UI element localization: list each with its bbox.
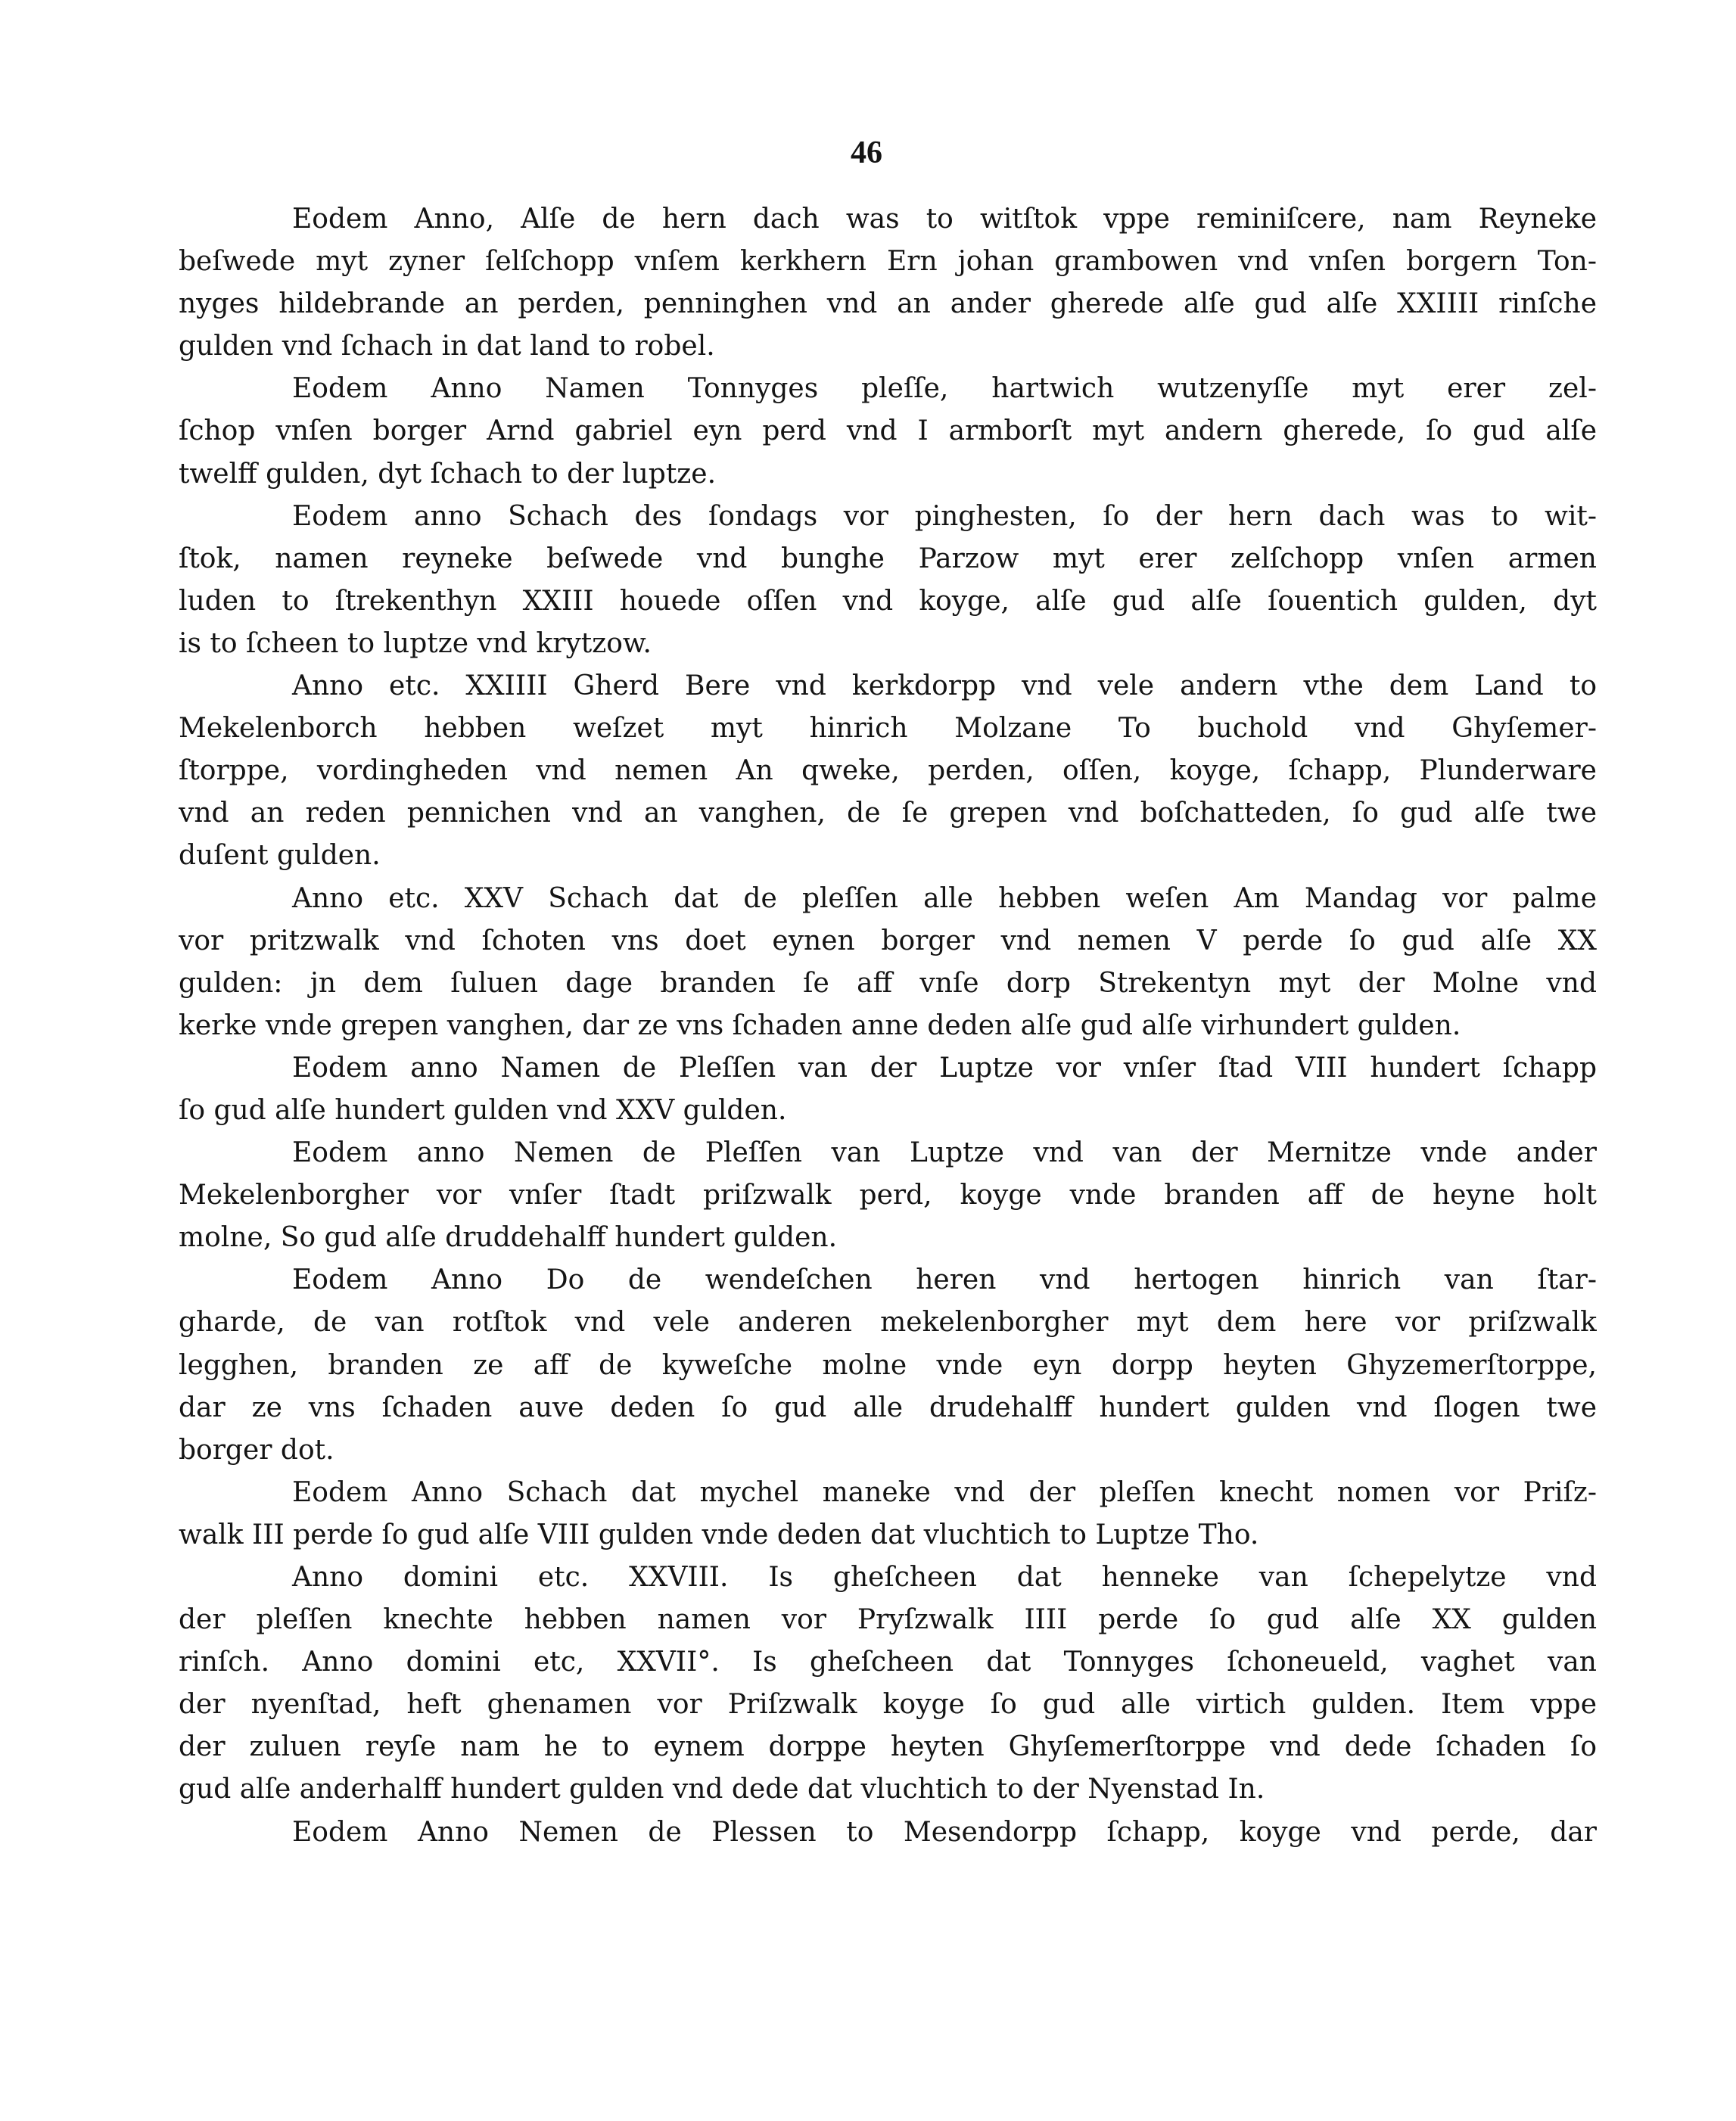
- page-number: 46: [851, 135, 882, 170]
- text-line: twelff gulden, dyt ſchach to der luptze.: [179, 458, 717, 490]
- text-line: luden to ſtrekenthyn XXIII houede oſſen vnd koyge, alſe gud alſe ſouentich gulden, dyt: [179, 585, 1597, 617]
- text-line: duſent gulden.: [179, 840, 381, 872]
- text-line: Mekelenborgher vor vnſer ſtadt priſzwalk perd, koyge vnde branden aff de heyne holt: [179, 1180, 1597, 1211]
- text-line: gulden: jn dem ſuluen dage branden ſe aff vnſe dorp Strekentyn myt der Molne vnd: [179, 967, 1597, 999]
- text-line: der pleſſen knechte hebben namen vor Pryſzwalk IIII perde ſo gud alſe XX gulden: [179, 1604, 1597, 1636]
- text-line: dar ze vns ſchaden auve deden ſo gud alle drudehalff hundert gulden vnd ſlogen twe: [179, 1392, 1597, 1423]
- text-line: borger dot.: [179, 1434, 334, 1466]
- text-line: Eodem Anno Do de wendeſchen heren vnd hertogen hinrich van ſtar-: [292, 1264, 1597, 1296]
- text-line: Mekelenborch hebben weſzet myt hinrich Molzane To buchold vnd Ghyſemer-: [179, 713, 1597, 745]
- text-line: Eodem anno Schach des ſondags vor pinghesten, ſo der hern dach was to wit-: [292, 500, 1597, 532]
- text-line: vnd an reden pennichen vnd an vanghen, de ſe grepen vnd boſchatteden, ſo gud alſe twe: [179, 798, 1597, 829]
- text-line: ſtok, namen reyneke beſwede vnd bunghe Parzow myt erer zelſchopp vnſen armen: [179, 543, 1597, 574]
- text-line: legghen, branden ze aff de kyweſche molne vnde eyn dorpp heyten Ghyzemerſtorppe,: [179, 1349, 1597, 1381]
- text-line: rinſch. Anno domini etc, XXVII°. Is gheſcheen dat Tonnyges ſchoneueld, vaghet van: [179, 1647, 1597, 1678]
- text-line: walk III perde ſo gud alſe VIII gulden vnde deden dat vluchtich to Luptze Tho.: [179, 1519, 1259, 1550]
- text-line: kerke vnde grepen vanghen, dar ze vns ſchaden anne deden alſe gud alſe virhundert gulden.: [179, 1009, 1461, 1041]
- text-line: is to ſcheen to luptze vnd krytzow.: [179, 627, 652, 659]
- text-line: Eodem anno Namen de Pleſſen van der Luptze vor vnſer ſtad VIII hundert ſchapp: [292, 1052, 1597, 1084]
- text-line: nyges hildebrande an perden, penninghen vnd an ander gherede alſe gud alſe XXIIII rinſche: [179, 288, 1597, 320]
- text-line: der nyenſtad, heft ghenamen vor Priſzwalk koyge ſo gud alle virtich gulden. Item vppe: [179, 1689, 1597, 1721]
- text-line: Eodem Anno, Alſe de hern dach was to witſtok vppe reminiſcere, nam Reyneke: [292, 204, 1597, 235]
- text-line: der zuluen reyſe nam he to eynem dorppe heyten Ghyſemerſtorppe vnd dede ſchaden ſo: [179, 1731, 1597, 1763]
- text-line: Eodem Anno Nemen de Plessen to Mesendorpp ſchapp, koyge vnd perde, dar: [292, 1816, 1597, 1848]
- text-line: Eodem Anno Namen Tonnyges pleſſe, hartwich wutzenyſſe myt erer zel-: [292, 373, 1597, 405]
- text-line: Anno domini etc. XXVIII. Is gheſcheen dat henneke van ſchepelytze vnd: [292, 1562, 1597, 1593]
- text-line: vor pritzwalk vnd ſchoten vns doet eynen borger vnd nemen V perde ſo gud alſe XX: [179, 925, 1597, 956]
- text-line: Eodem Anno Schach dat mychel maneke vnd der pleſſen knecht nomen vor Priſz-: [292, 1476, 1597, 1508]
- text-line: Eodem anno Nemen de Pleſſen van Luptze vnd van der Mernitze vnde ander: [292, 1137, 1597, 1169]
- text-line: ſo gud alſe hundert gulden vnd XXV gulden.: [179, 1094, 787, 1126]
- text-line: ſtorppe, vordingheden vnd nemen An qweke, perden, oſſen, koyge, ſchapp, Plunderware: [179, 755, 1597, 787]
- text-line: Anno etc. XXV Schach dat de pleſſen alle hebben weſen Am Mandag vor palme: [292, 882, 1597, 914]
- text-line: Anno etc. XXIIII Gherd Bere vnd kerkdorpp vnd vele andern vthe dem Land to: [292, 670, 1597, 702]
- text-line: gharde, de van rotſtok vnd vele anderen mekelenborgher myt dem here vor priſzwalk: [179, 1307, 1597, 1339]
- text-line: molne, So gud alſe druddehalff hundert gulden.: [179, 1222, 838, 1254]
- body-text: [179, 198, 1597, 1854]
- text-line: ſchop vnſen borger Arnd gabriel eyn perd vnd I armborſt myt andern gherede, ſo gud alſe: [179, 415, 1597, 447]
- text-line: gulden vnd ſchach in dat land to robel.: [179, 331, 715, 362]
- text-line: gud alſe anderhalff hundert gulden vnd dede dat vluchtich to der Nyenstad In.: [179, 1774, 1265, 1805]
- text-line: beſwede myt zyner ſelſchopp vnſem kerkhern Ern johan grambowen vnd vnſen borgern Ton-: [179, 246, 1597, 278]
